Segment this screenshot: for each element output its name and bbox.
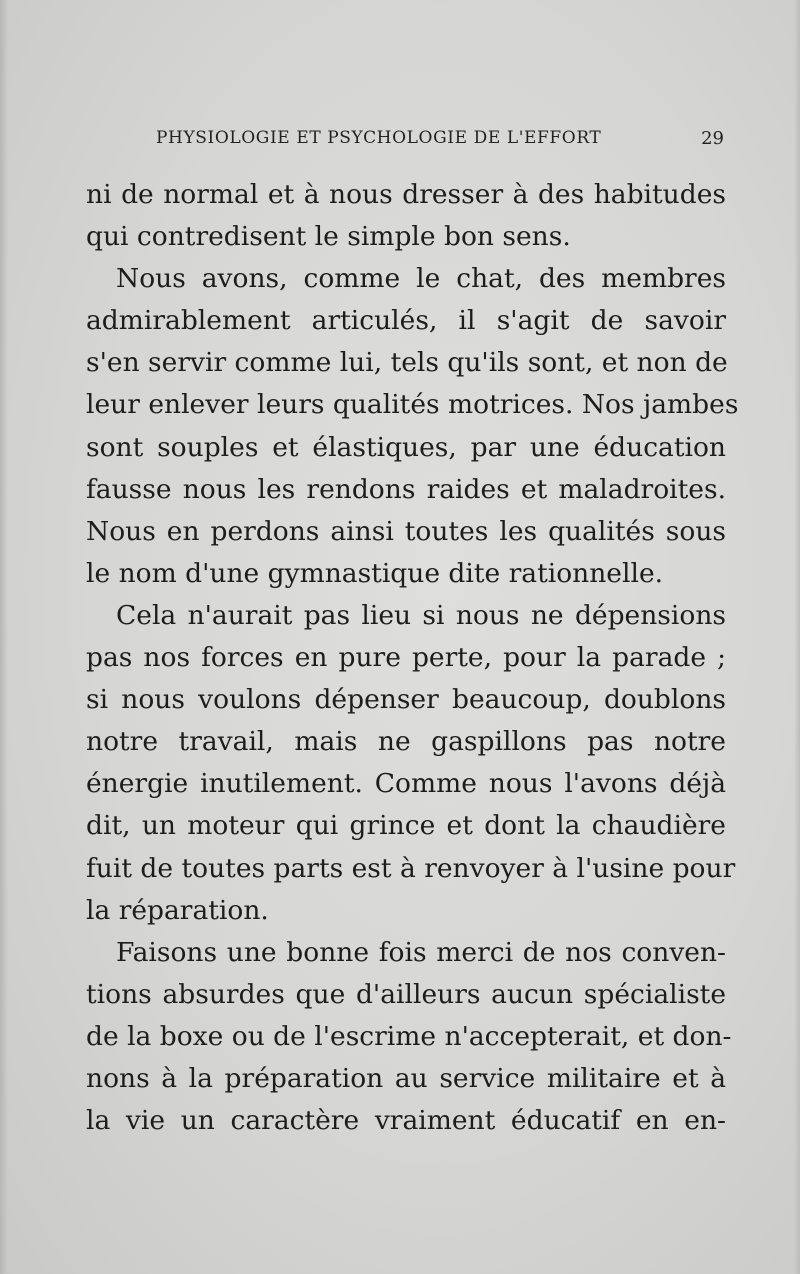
text-line: tions absurdes que d'ailleurs aucun spécialiste xyxy=(86,978,726,1010)
text-line: s'en servir comme lui, tels qu'ils sont, et non de xyxy=(86,347,728,379)
text-line: pas nos forces en pure perte, pour la parade ; xyxy=(86,642,726,674)
text-line: la réparation. xyxy=(86,894,269,926)
text-line: ni de normal et à nous dresser à des habitudes xyxy=(86,179,726,210)
text-line: fuit de toutes parts est à renvoyer à l'usine pour xyxy=(86,852,736,884)
text-line: Cela n'aurait pas lieu si nous ne dépensions xyxy=(116,599,726,631)
text-line: admirablement articulés, il s'agit de savoir xyxy=(86,305,726,337)
text-line: nons à la préparation au service militaire et à xyxy=(86,1062,726,1094)
text-line: leur enlever leurs qualités motrices. Nos jambes xyxy=(86,389,739,421)
page-number: 29 xyxy=(701,128,724,149)
text-line: le nom d'une gymnastique dite rationnelle. xyxy=(86,557,664,589)
text-line: énergie inutilement. Comme nous l'avons déjà xyxy=(86,768,726,800)
text-line: qui contredisent le simple bon sens. xyxy=(86,221,571,253)
page-edge-left xyxy=(0,0,8,1274)
text-line: Nous avons, comme le chat, des membres xyxy=(116,263,726,295)
text-line: notre travail, mais ne gaspillons pas notre xyxy=(86,726,726,758)
text-line: dit, un moteur qui grince et dont la chaudière xyxy=(86,810,726,842)
text-line: la vie un caractère vraiment éducatif en en- xyxy=(86,1105,726,1137)
body-text xyxy=(86,174,739,1142)
text-line: fausse nous les rendons raides et maladroites. xyxy=(86,473,726,505)
text-line: Faisons une bonne fois merci de nos conven- xyxy=(116,936,726,968)
text-line: sont souples et élastiques, par une éducation xyxy=(86,431,726,463)
text-line: si nous voulons dépenser beaucoup, doublons xyxy=(86,684,726,716)
running-title: PHYSIOLOGIE ET PSYCHOLOGIE DE L'EFFORT xyxy=(156,128,602,148)
running-head xyxy=(88,128,724,154)
text-line: Nous en perdons ainsi toutes les qualités sous xyxy=(86,515,726,547)
page-edge-right xyxy=(794,0,800,1274)
text-line: de la boxe ou de l'escrime n'accepterait, et don- xyxy=(86,1020,732,1052)
